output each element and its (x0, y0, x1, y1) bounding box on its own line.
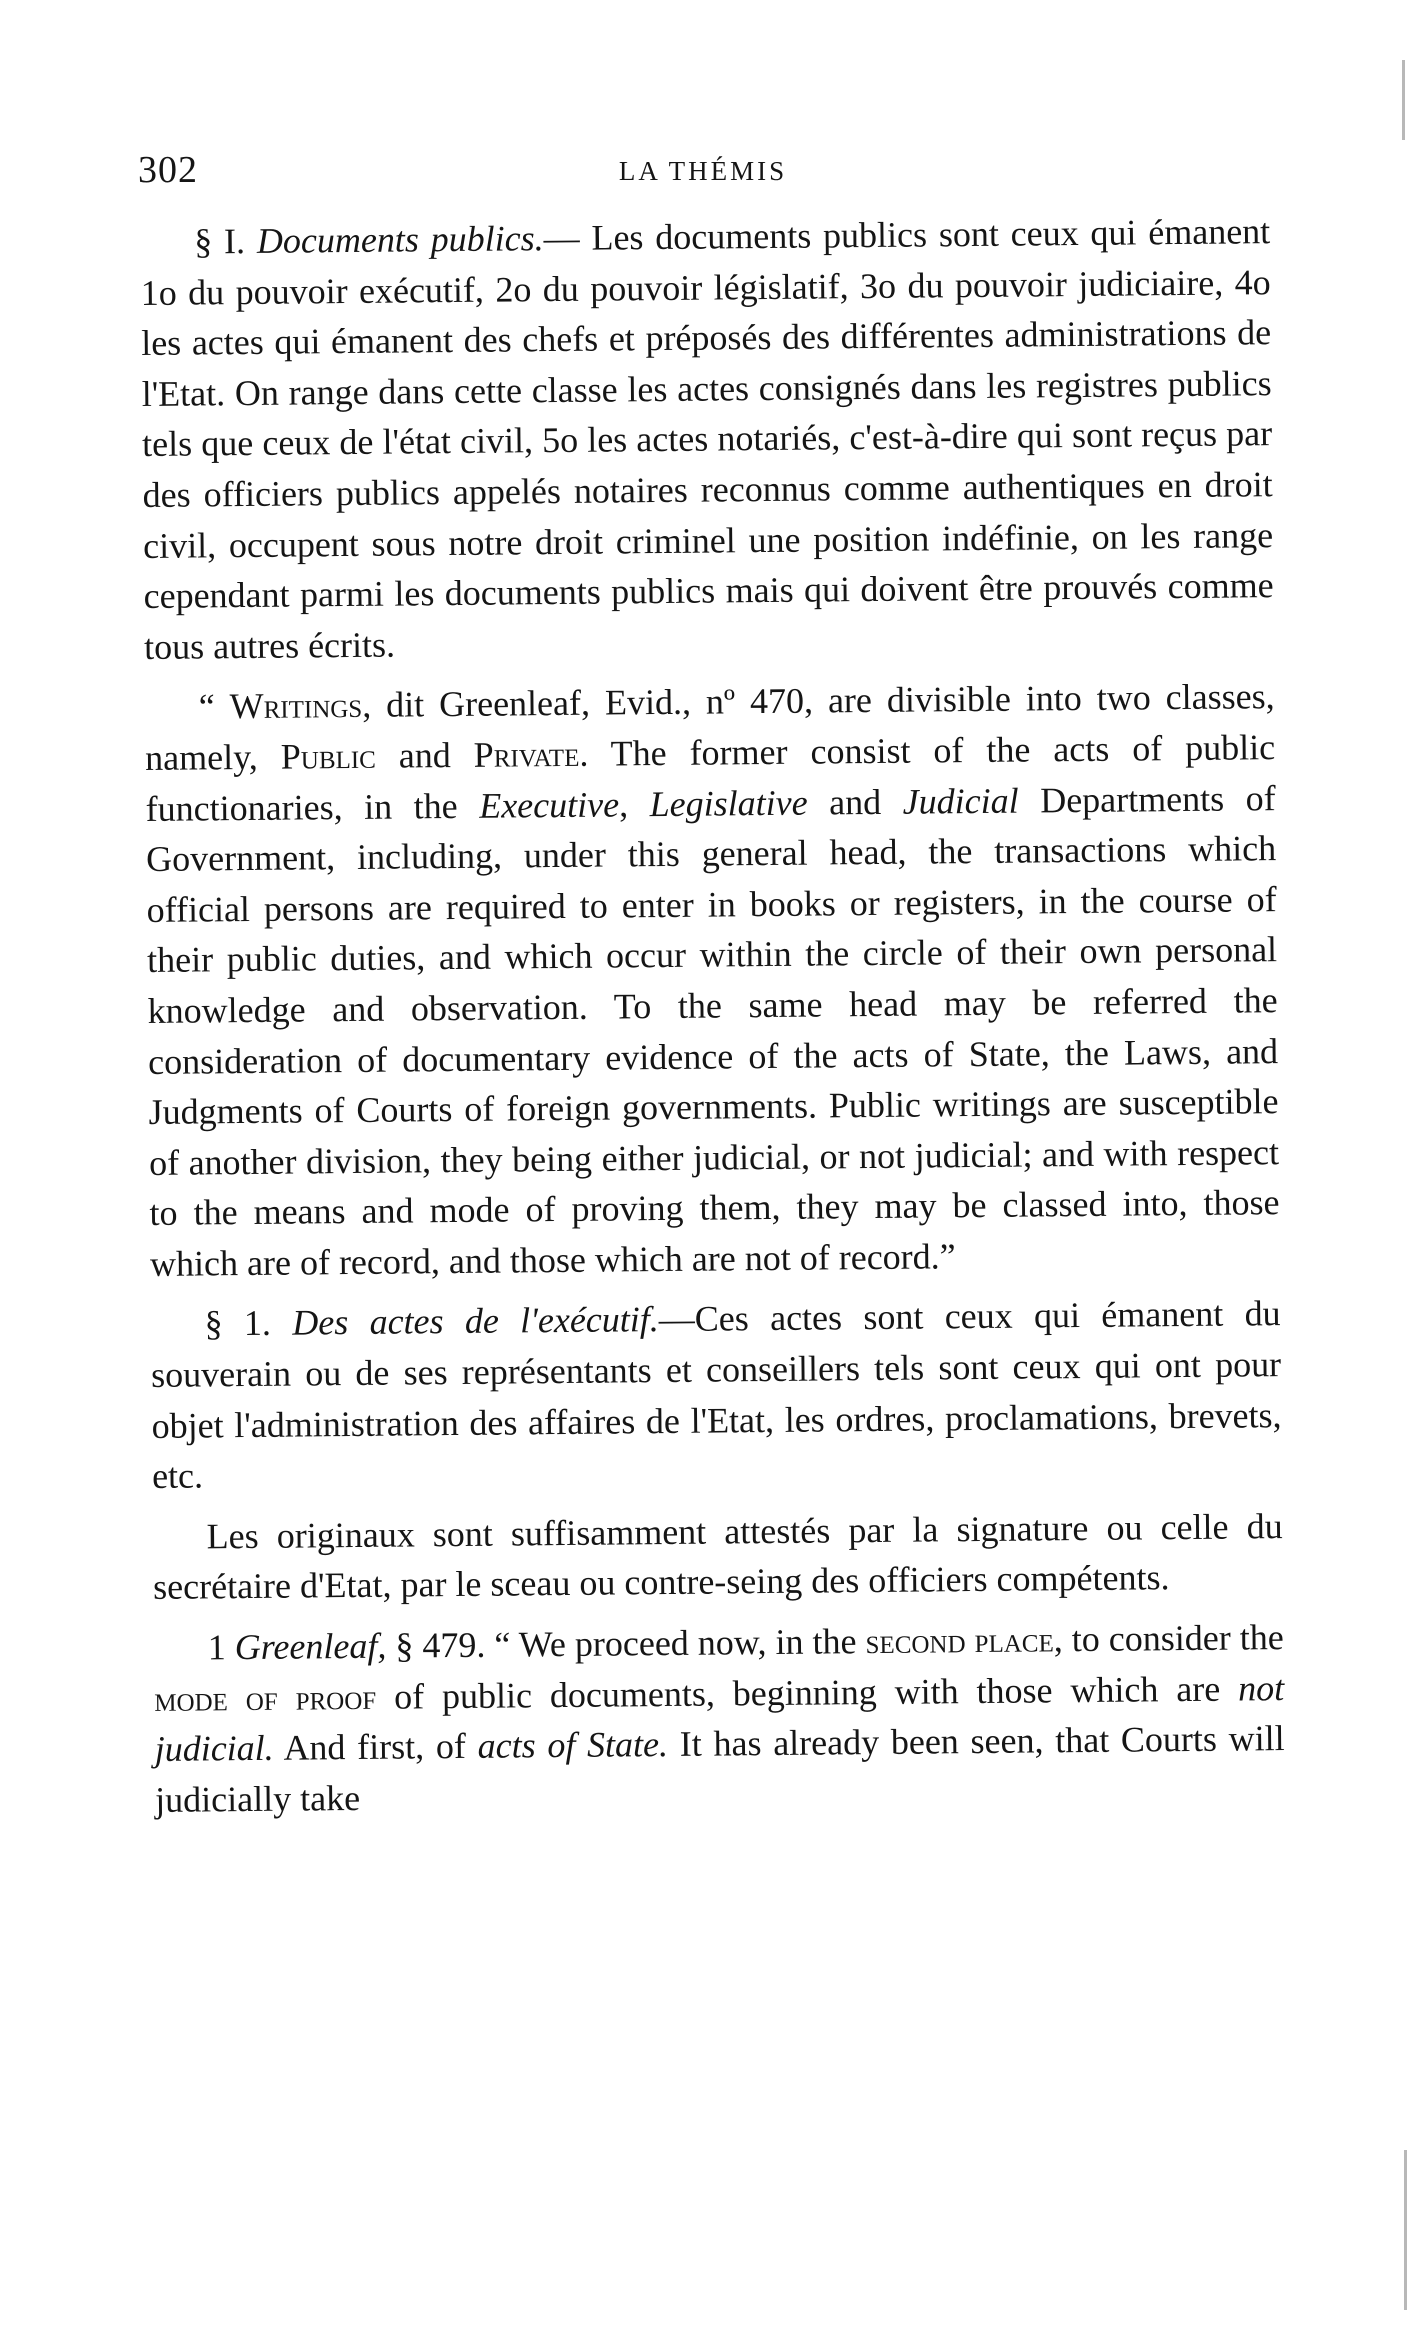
term-executive: Executive (479, 783, 620, 826)
section-mark: § I. (194, 220, 246, 262)
section-heading: Documents publics. (256, 218, 544, 261)
paragraph-greenleaf-quote (144, 671, 1280, 1289)
scan-edge-mark (1404, 2150, 1407, 2310)
term-private: Private (473, 733, 580, 775)
running-title: LA THÉMIS (618, 156, 788, 186)
paragraph-text: —Ces actes sont ceux qui émanent du souverain ou de ses représentants et conseillers tels sont ceux qui ont pour objet l'administration des affaires de l'Etat, les ordres, proclamations, brevets, etc. (150, 1293, 1282, 1497)
footnote-author: Greenleaf, (234, 1625, 387, 1668)
footnote-number: 1 (207, 1627, 226, 1668)
footnote-text-5: It has already been seen, that Courts will judicially take (155, 1718, 1285, 1820)
scan-edge-mark (1402, 60, 1405, 140)
term-not-judicial: not judicial. (154, 1667, 1285, 1770)
paragraph-actes-executif (150, 1289, 1282, 1502)
paragraph-text: — Les documents publics sont ceux qui émanent 1o du pouvoir exécutif, 2o du pouvoir législatif, 3o du pouvoir judiciaire, 4o les actes qui émanent des chefs et préposés des différentes administrations de l'Etat. On range dans cette classe les actes consignés dans les registres publics tels que ceux de l'état civil, 5o les actes notariés, c'est-à-dire qui sont reçus par des officiers publics appelés notaires reconnus comme authentiques en droit civil, occupent sous notre droit criminel une position indéfinie, on les range cependant parmi les documents publics mais qui doivent être prouvés comme tous autres écrits. (140, 211, 1274, 667)
term-second-place: second place (865, 1619, 1054, 1662)
quote-text-2: and (398, 734, 451, 776)
paragraph-text: Les originaux sont suffisamment attestés par la signature ou celle du secrétaire d'Etat, par le sceau ou contre-seing des officiers compétents. (152, 1505, 1283, 1608)
term-acts-of-state: acts of State. (477, 1724, 669, 1767)
section-heading: Des actes de l'exécutif. (292, 1299, 659, 1344)
quote-text-5: and (828, 781, 882, 822)
term-public: Public (280, 735, 376, 777)
section-mark: § 1. (204, 1303, 272, 1344)
term-judicial: Judicial (902, 780, 1019, 822)
body-text (140, 206, 1285, 1825)
footnote-greenleaf (153, 1612, 1285, 1825)
term-mode-of-proof: mode of proof (154, 1676, 377, 1719)
footnote-text-1: § 479. “ We proceed now, in the (395, 1621, 857, 1666)
footnote-text-4: And first, of (283, 1726, 467, 1768)
paragraph-documents-publics (140, 206, 1274, 672)
page-header (138, 148, 1268, 208)
page-number: 302 (138, 149, 198, 191)
term-legislative: Legislative (649, 782, 808, 824)
quote-text-6: Departments of Government, including, under this general head, the transactions which official persons are required to enter in books or registers, in the course of their public duties, and which occur within the circle of their own personal knowledge and observation. To the same head may be referred the consideration of documentary evidence of the acts of State, the Laws, and Judgments of Courts of foreign governments. Public writings are susceptible of another division, they being either judicial, or not judicial; and with respect to the means and mode of proving them, they may be classed into, those which are of record, and those which are not of record.” (145, 777, 1280, 1284)
footnote-text-3: of public documents, beginning with those which are (393, 1668, 1221, 1717)
quote-text-4: , (618, 783, 629, 824)
quote-text-1: , dit Greenleaf, Evid., nº 470, are divisible into two classes, namely, (145, 676, 1275, 778)
footnote-text-2: , to consider the (1053, 1617, 1284, 1660)
paragraph-originaux (152, 1501, 1283, 1613)
quote-text-3: . The former consist of the acts of public functionaries, in the (145, 727, 1276, 829)
term-writings: Writings (229, 685, 363, 727)
open-quote: “ (198, 686, 215, 727)
